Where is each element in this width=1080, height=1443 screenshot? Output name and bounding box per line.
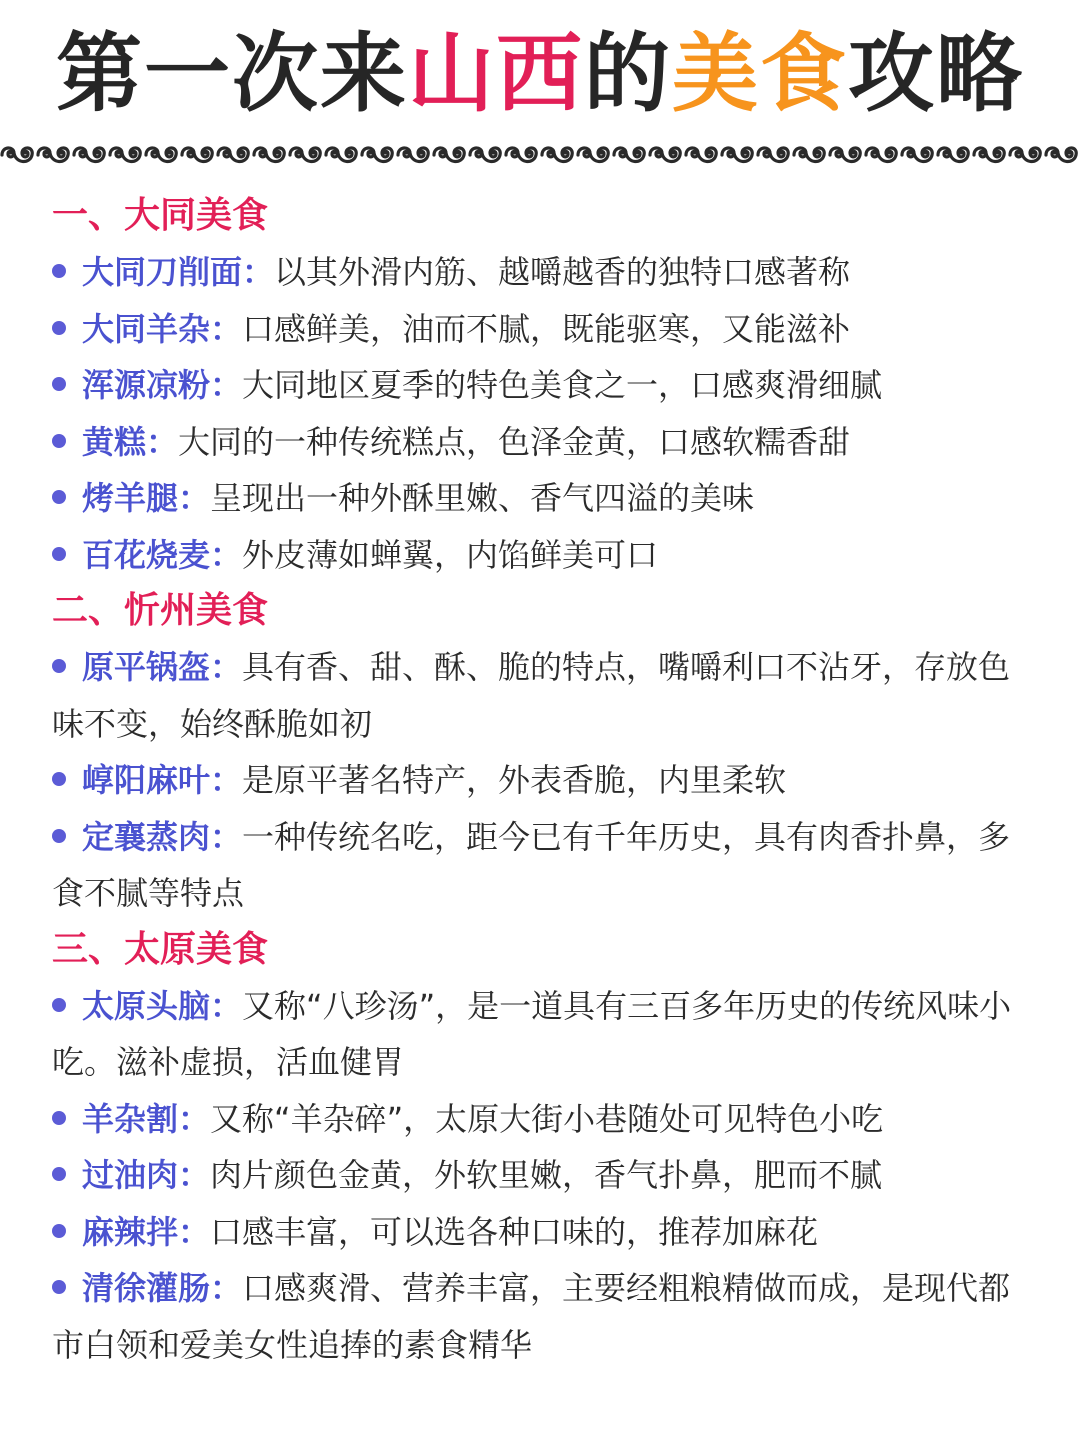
list-item: [52, 1091, 1042, 1148]
item-desc: 口感丰富，可以选各种口味的，推荐加麻花: [210, 1212, 819, 1251]
list-item: [52, 978, 1042, 1091]
section-heading-taiyuan: 三、太原美食: [52, 928, 269, 970]
title-part-4: 美食: [672, 24, 848, 124]
list-item: [52, 527, 1042, 584]
list-item: [52, 470, 1042, 527]
food-guide-content: [52, 188, 1042, 1373]
bullet-icon: [52, 1111, 66, 1125]
item-name: 过油肉：: [82, 1156, 211, 1194]
item-name: 太原头脑：: [82, 986, 243, 1025]
item-desc: 外皮薄如蝉翼，内馅鲜美可口: [242, 535, 659, 574]
bullet-icon: [52, 1280, 66, 1294]
item-name: 崞阳麻叶：: [82, 761, 243, 799]
item-name: 清徐灌肠：: [82, 1269, 243, 1307]
list-item: [52, 752, 1042, 809]
bullet-icon: [52, 377, 66, 391]
item-name: 原平锅盔：: [82, 648, 243, 686]
list-item: [52, 414, 1042, 471]
item-name: 黄糕：: [82, 422, 179, 461]
item-desc: 肉片颜色金黄，外软里嫩，香气扑鼻，肥而不腻: [210, 1156, 883, 1194]
bullet-icon: [52, 490, 66, 504]
item-desc: 大同的一种传统糕点，色泽金黄，口感软糯香甜: [178, 422, 851, 461]
item-name: 大同刀削面：: [82, 253, 275, 291]
item-desc: 以其外滑内筋、越嚼越香的独特口感著称: [274, 253, 851, 291]
item-name: 百花烧麦：: [82, 535, 243, 574]
title-part-5: 攻略: [848, 24, 1024, 124]
bullet-icon: [52, 434, 66, 448]
bullet-icon: [52, 659, 66, 673]
item-name: 麻辣拌：: [82, 1212, 211, 1251]
section-heading-xinzhou: 二、忻州美食: [52, 590, 269, 631]
item-desc: 一种传统名吃，距今已有千年历史，具有肉香扑鼻，多食不腻等特点: [52, 817, 1011, 912]
list-item: [52, 1204, 1042, 1261]
bullet-icon: [52, 264, 66, 278]
bullet-icon: [52, 998, 66, 1012]
item-name: 定襄蒸肉：: [82, 817, 243, 856]
list-item: [52, 1147, 1042, 1204]
item-name: 烤羊腿：: [82, 479, 211, 517]
item-desc: 大同地区夏季的特色美食之一，口感爽滑细腻: [242, 366, 883, 404]
item-desc: 具有香、甜、酥、脆的特点，嘴嚼利口不沾牙，存放色味不变，始终酥脆如初: [52, 648, 1011, 743]
section-heading-datong: 一、大同美食: [52, 195, 269, 236]
list-item: [52, 809, 1042, 922]
item-desc: 口感鲜美，油而不腻，既能驱寒，又能滋补: [242, 309, 851, 348]
decorative-wave-divider: [0, 140, 1080, 170]
bullet-icon: [52, 547, 66, 561]
item-desc: 又称“羊杂碎”，太原大街小巷随处可见特色小吃: [210, 1099, 884, 1138]
bullet-icon: [52, 829, 66, 843]
list-item: [52, 357, 1042, 414]
title-part-2: 山西: [408, 24, 584, 124]
item-desc: 呈现出一种外酥里嫩、香气四溢的美味: [210, 479, 755, 517]
list-item: [52, 301, 1042, 358]
item-desc: 是原平著名特产，外表香脆，内里柔软: [242, 761, 787, 799]
item-desc: 又称“八珍汤”，是一道具有三百多年历史的传统风味小吃。滋补虚损，活血健胃: [52, 986, 1012, 1081]
page-title: [0, 18, 1080, 130]
title-part-3: 的: [584, 24, 672, 124]
title-part-1: 第一次来: [56, 24, 408, 124]
bullet-icon: [52, 1167, 66, 1181]
item-name: 羊杂割：: [82, 1099, 211, 1138]
bullet-icon: [52, 321, 66, 335]
bullet-icon: [52, 1224, 66, 1238]
bullet-icon: [52, 772, 66, 786]
list-item: [52, 244, 1042, 301]
list-item: [52, 1260, 1042, 1373]
list-item: [52, 639, 1042, 752]
item-desc: 口感爽滑、营养丰富，主要经粗粮精做而成，是现代都市白领和爱美女性追捧的素食精华: [52, 1269, 1011, 1364]
item-name: 大同羊杂：: [82, 309, 243, 348]
item-name: 浑源凉粉：: [82, 366, 243, 404]
